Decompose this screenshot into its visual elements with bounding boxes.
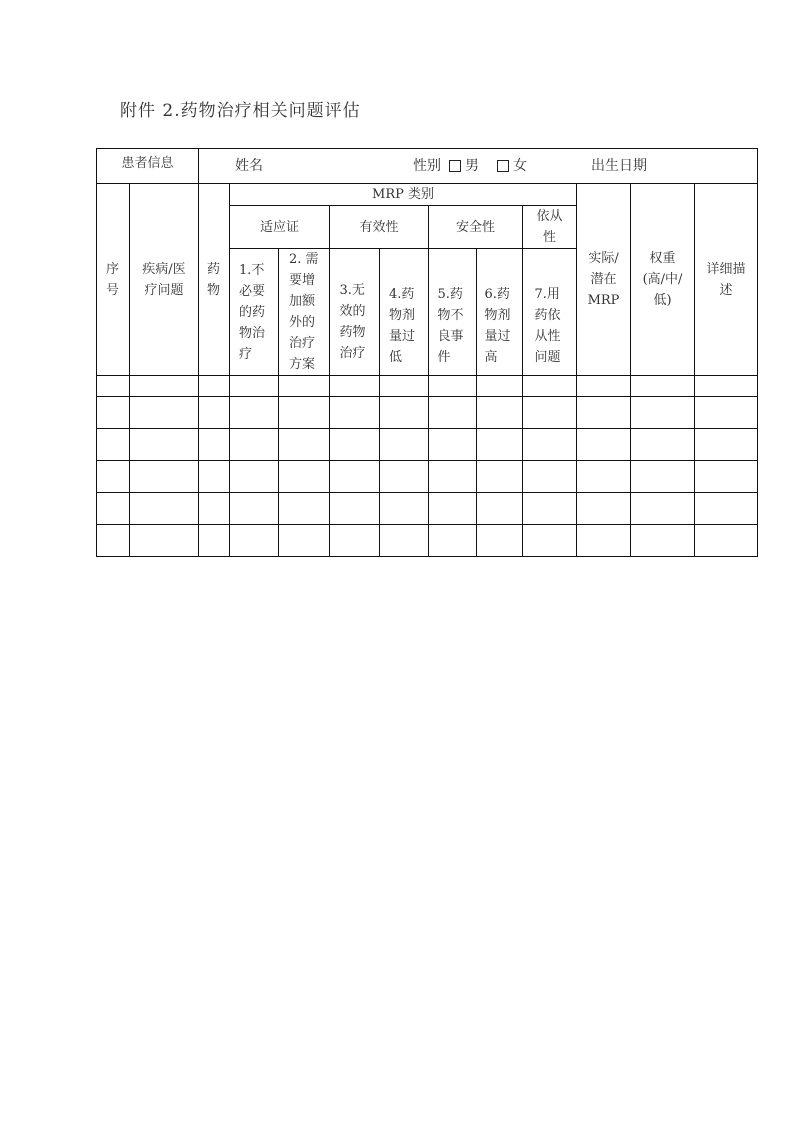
header-weight: 权重(高/中/低)	[631, 184, 695, 376]
header-efficacy: 有效性	[330, 206, 429, 249]
table-row	[97, 461, 758, 493]
header-index: 序号	[97, 184, 130, 376]
subcategory-1: 1.不必要的药物治疗	[230, 249, 279, 376]
header-adherence: 依从性	[523, 206, 577, 249]
male-checkbox[interactable]	[449, 160, 461, 172]
patient-info-label: 患者信息	[97, 149, 199, 184]
subcategory-2: 2. 需要增加额外的治疗方案	[279, 249, 330, 376]
mrp-assessment-table	[96, 148, 758, 557]
name-label: 姓名	[235, 157, 264, 174]
header-drug: 药物	[199, 184, 230, 376]
header-details: 详细描述	[695, 184, 758, 376]
subcategory-5: 5.药物不良事件	[429, 249, 477, 376]
header-safety: 安全性	[429, 206, 523, 249]
subcategory-7: 7.用药依从性问题	[523, 249, 577, 376]
subcategory-3: 3.无效的药物治疗	[330, 249, 380, 376]
page-title: 附件 2.药物治疗相关问题评估	[120, 101, 361, 121]
header-indication: 适应证	[230, 206, 330, 249]
subcategory-4: 4.药物剂量过低	[380, 249, 429, 376]
table-row	[97, 429, 758, 461]
sex-label: 性别	[413, 157, 442, 174]
female-checkbox[interactable]	[497, 160, 509, 172]
table-row	[97, 493, 758, 525]
female-label: 女	[513, 157, 528, 174]
dob-label: 出生日期	[591, 157, 648, 174]
subcategory-6: 6.药物剂量过高	[477, 249, 523, 376]
header-disease: 疾病/医疗问题	[130, 184, 199, 376]
table-row	[97, 376, 758, 397]
male-label: 男	[465, 157, 480, 174]
table-row	[97, 397, 758, 429]
patient-info-fields	[199, 149, 758, 184]
patient-info-row	[97, 149, 758, 184]
header-actual-potential: 实际/潜在MRP	[577, 184, 631, 376]
table-row	[97, 525, 758, 557]
header-mrp-category: MRP 类别	[230, 184, 577, 206]
